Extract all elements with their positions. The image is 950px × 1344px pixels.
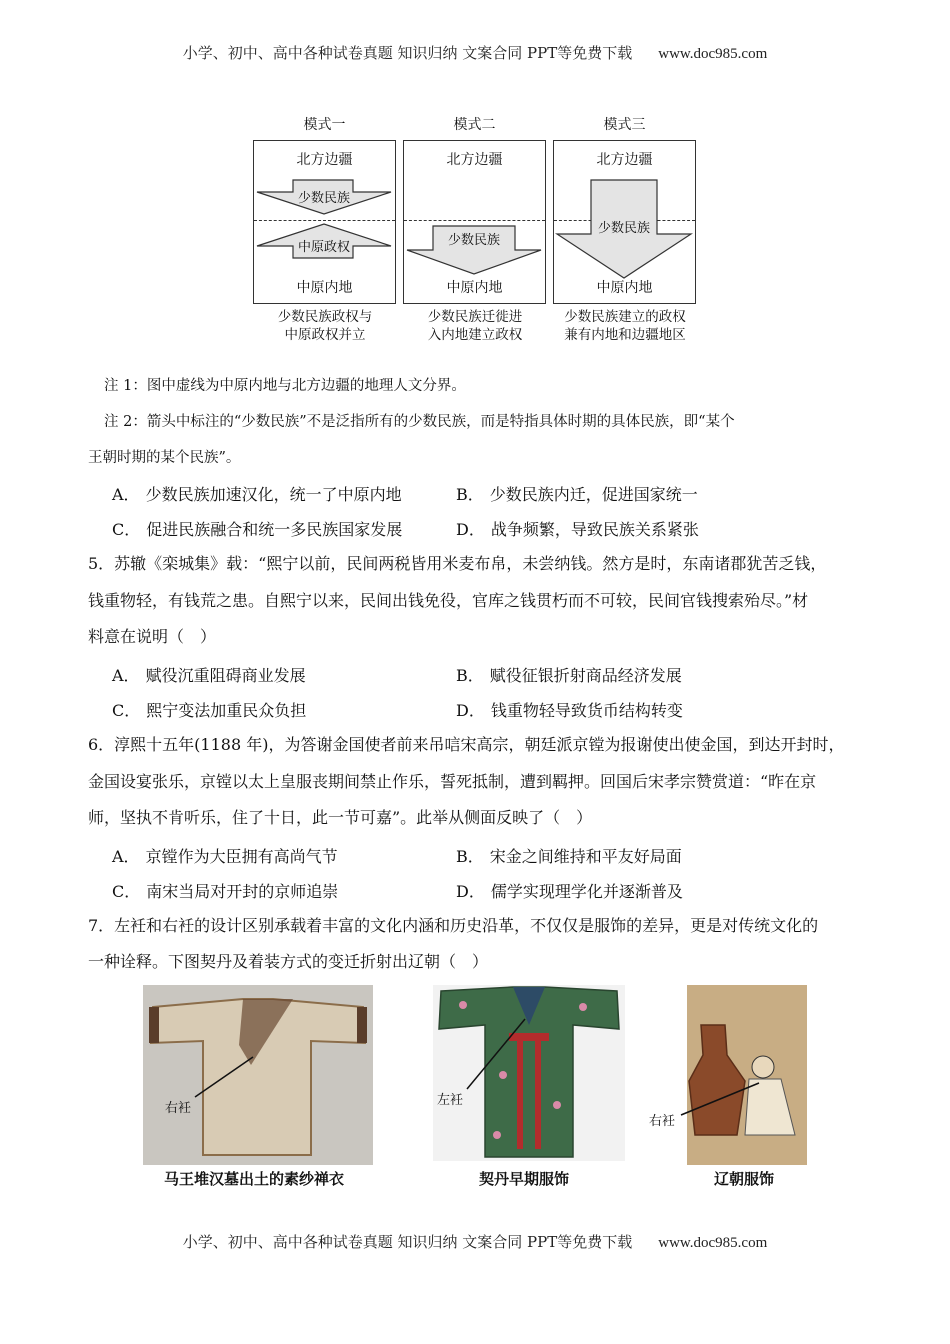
option-text: 钱重物轻导致货币结构转变 bbox=[490, 701, 683, 720]
mode-3-bottom-label: 中原内地 bbox=[596, 280, 653, 296]
pic2-flower bbox=[493, 1131, 501, 1139]
option-label: B． bbox=[456, 485, 484, 504]
q6-stem-line-3: 师，坚执不肯听乐，住了十日，此一节可嘉”。此举从侧面反映了（ ） bbox=[88, 808, 593, 827]
q5-option-a[interactable] bbox=[112, 663, 306, 686]
liao-clothing-image bbox=[645, 985, 807, 1165]
q5-stem-line-3: 料意在说明（ ） bbox=[88, 627, 217, 646]
mode-2-title: 模式二 bbox=[453, 117, 496, 133]
option-label: B． bbox=[456, 847, 484, 866]
mode-2-caption-line-2: 入内地建立政权 bbox=[427, 327, 523, 343]
q4-option-d[interactable] bbox=[456, 517, 699, 540]
option-label: C． bbox=[112, 882, 141, 901]
pic3-caption: 辽朝服饰 bbox=[714, 1170, 775, 1188]
q5-option-b[interactable] bbox=[456, 663, 682, 686]
q6-stem-line-1: 6．淳熙十五年(1188 年)，为答谢金国使者前来吊唁宋高宗，朝廷派京镗为报谢使出使金国，到达开封时， bbox=[88, 735, 845, 754]
pic1-cuff-right bbox=[357, 1007, 367, 1043]
pic2-belt-right bbox=[535, 1041, 541, 1149]
q6-stem-line-2: 金国设宴张乐，京镗以太上皇服丧期间禁止作乐，誓死抵制，遭到羁押。回国后宋孝宗赞赏道：“昨在京 bbox=[88, 772, 817, 791]
page-header bbox=[0, 42, 950, 63]
pic2-flower bbox=[459, 1001, 467, 1009]
header-text: 小学、初中、高中各种试卷真题 知识归纳 文案合同 PPT等免费下载 bbox=[182, 44, 633, 62]
footer-text: 小学、初中、高中各种试卷真题 知识归纳 文案合同 PPT等免费下载 bbox=[182, 1233, 633, 1251]
q5-option-d[interactable] bbox=[456, 698, 683, 721]
option-label: B． bbox=[456, 666, 484, 685]
pic1-caption: 马王堆汉墓出土的素纱禅衣 bbox=[164, 1170, 345, 1188]
q6-option-a[interactable] bbox=[112, 844, 338, 867]
mode-2-box bbox=[403, 140, 546, 304]
header-site-link[interactable]: www.doc985.com bbox=[658, 46, 768, 62]
mode-3-top-label: 北方边疆 bbox=[596, 152, 653, 168]
option-label: A． bbox=[112, 485, 140, 504]
page-footer bbox=[0, 1231, 950, 1252]
khitan-early-clothing-image bbox=[433, 985, 625, 1161]
pic2-flower bbox=[579, 1003, 587, 1011]
mode-1-caption bbox=[250, 308, 400, 344]
mode-1-arrow-down-text: 少数民族 bbox=[297, 190, 350, 206]
pic2-sash bbox=[509, 1033, 549, 1041]
q7-stem-line-1: 7．左衽和右衽的设计区别承载着丰富的文化内涵和历史沿革，不仅仅是服饰的差异，更是对传统文化的 bbox=[88, 916, 819, 935]
q5-option-c[interactable] bbox=[112, 698, 306, 721]
note-2-line-2: 王朝时期的某个民族”。 bbox=[88, 450, 241, 466]
option-text: 宋金之间维持和平友好局面 bbox=[489, 847, 682, 866]
option-label: C． bbox=[112, 520, 141, 539]
mode-1-arrow-up-text: 中原政权 bbox=[297, 239, 350, 255]
pic2-label: 左衽 bbox=[437, 1093, 464, 1108]
mode-2-caption-line-1: 少数民族迁徙进 bbox=[427, 309, 523, 325]
note-2-line-1: 注 2：箭头中标注的“少数民族”不是泛指所有的少数民族，而是特指具体时期的具体民族，即“某个 bbox=[104, 414, 735, 430]
option-text: 京镗作为大臣拥有高尚气节 bbox=[145, 847, 338, 866]
option-text: 赋役征银折射商品经济发展 bbox=[489, 666, 682, 685]
option-label: D． bbox=[456, 520, 485, 539]
pic2-flower bbox=[553, 1101, 561, 1109]
mode-3-caption bbox=[550, 308, 700, 344]
mode-1-box bbox=[253, 140, 396, 304]
mode-1-bottom-label: 中原内地 bbox=[296, 280, 353, 296]
option-text: 熙宁变法加重民众负担 bbox=[146, 701, 307, 720]
option-label: D． bbox=[456, 882, 485, 901]
mode-3-title: 模式三 bbox=[603, 117, 646, 133]
option-label: D． bbox=[456, 701, 485, 720]
pic3-margin bbox=[645, 985, 687, 1165]
footer-site-link[interactable]: www.doc985.com bbox=[658, 1235, 768, 1251]
q6-option-c[interactable] bbox=[112, 879, 338, 902]
ethnic-pattern-diagram bbox=[250, 110, 700, 350]
q4-option-c[interactable] bbox=[112, 517, 402, 540]
mode-3-arrow-text: 少数民族 bbox=[597, 220, 650, 236]
pic3-figure-head bbox=[752, 1056, 774, 1078]
option-text: 少数民族内迁，促进国家统一 bbox=[489, 485, 698, 504]
q5-stem-line-1: 5．苏辙《栾城集》载：“熙宁以前，民间两税皆用米麦布帛，未尝纳钱。然方是时，东南诸郡犹苦乏钱， bbox=[88, 554, 827, 573]
mode-1-top-label: 北方边疆 bbox=[296, 152, 353, 168]
mode-1-caption-line-1: 少数民族政权与 bbox=[277, 309, 373, 325]
q5-stem-line-2: 钱重物轻，有钱荒之患。自熙宁以来，民间出钱免役，官库之钱贯朽而不可较，民间官钱搜索殆尽。”材 bbox=[88, 591, 809, 610]
mode-1-title: 模式一 bbox=[303, 117, 346, 133]
pic2-flower bbox=[499, 1071, 507, 1079]
option-text: 南宋当局对开封的京师追崇 bbox=[146, 882, 339, 901]
mode-1-caption-line-2: 中原政权并立 bbox=[284, 327, 366, 343]
option-text: 少数民族加速汉化，统一了中原内地 bbox=[145, 485, 402, 504]
note-1: 注 1：图中虚线为中原内地与北方边疆的地理人文分界。 bbox=[104, 378, 466, 394]
q6-option-d[interactable] bbox=[456, 879, 683, 902]
option-text: 儒学实现理学化并逐渐普及 bbox=[490, 882, 683, 901]
option-text: 促进民族融合和统一多民族国家发展 bbox=[146, 520, 403, 539]
q6-option-b[interactable] bbox=[456, 844, 682, 867]
mode-3-caption-line-2: 兼有内地和边疆地区 bbox=[564, 327, 686, 343]
pic2-caption: 契丹早期服饰 bbox=[479, 1170, 570, 1188]
option-label: A． bbox=[112, 847, 140, 866]
mode-2-caption bbox=[400, 308, 550, 344]
mode-3-box bbox=[553, 140, 696, 304]
pic2-belt-left bbox=[517, 1041, 523, 1149]
mode-2-top-label: 北方边疆 bbox=[446, 152, 503, 168]
mode-2-arrow-text: 少数民族 bbox=[447, 232, 500, 248]
mode-3-caption-line-1: 少数民族建立的政权 bbox=[564, 309, 686, 325]
q4-option-b[interactable] bbox=[456, 482, 698, 505]
option-label: C． bbox=[112, 701, 141, 720]
mode-2-bottom-label: 中原内地 bbox=[446, 280, 503, 296]
option-text: 赋役沉重阻碍商业发展 bbox=[145, 666, 306, 685]
pic1-cuff-left bbox=[149, 1007, 159, 1043]
q4-option-a[interactable] bbox=[112, 482, 402, 505]
mawangdui-robe-image bbox=[143, 985, 373, 1165]
option-label: A． bbox=[112, 666, 140, 685]
option-text: 战争频繁，导致民族关系紧张 bbox=[490, 520, 699, 539]
pic1-label: 右衽 bbox=[165, 1101, 192, 1116]
pic3-label: 右衽 bbox=[649, 1114, 676, 1129]
q7-stem-line-2: 一种诠释。下图契丹及着装方式的变迁折射出辽朝（ ） bbox=[88, 952, 489, 971]
